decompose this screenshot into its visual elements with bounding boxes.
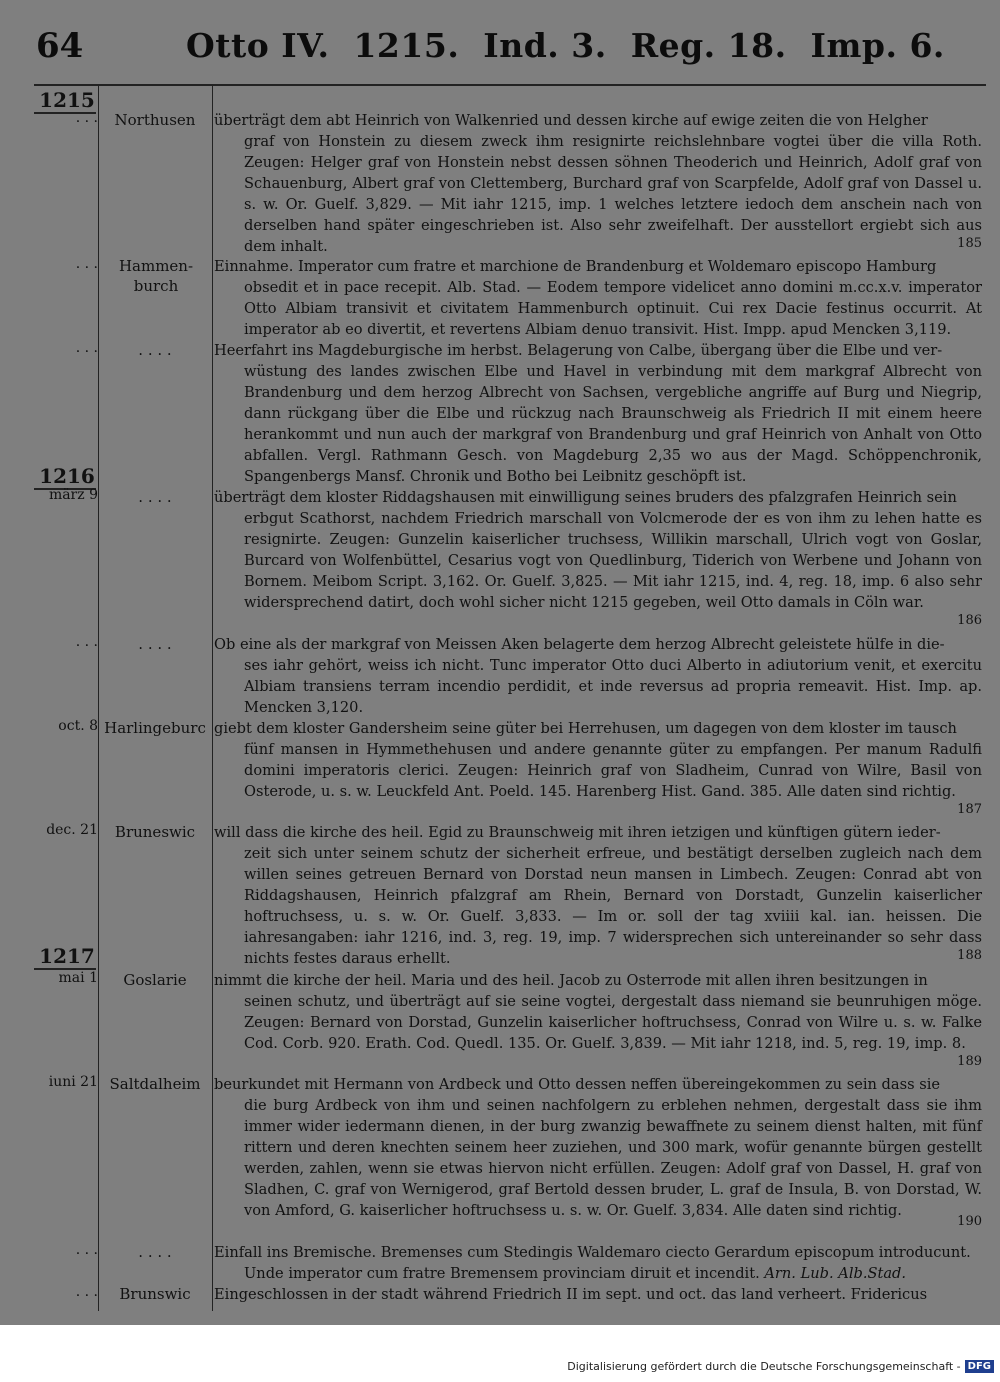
entry-date: dec. 21 bbox=[46, 822, 98, 838]
entry-text-first-line: will dass die kirche des heil. Egid zu Braunschweig mit ihren ietzigen und künftigen gütern ieder- bbox=[214, 824, 941, 841]
entry-text-body: graf von Honstein zu diesem zweck ihm resignirte reichslehnbare vogtei über die villa Roth. Zeugen: Helger graf von Honstein nebst dessen söhnen Theoderich und Heinrich, Adolf graf von Schauenburg, Albert graf von Clettemberg, Burchard graf von Scarpfelde, Adolf graf von Dassel u. s. w. Or. Guelf. 3,829. — Mit iahr 1215, imp. 1 welches letztere iedoch dem anschein nach von derselben hand später eingeschrieben ist. Also sehr zweifelhaft. Der ausstellort ergiebt sich aus dem inhalt. bbox=[244, 133, 982, 255]
entry-date: . . . bbox=[75, 110, 98, 126]
entry-text bbox=[214, 1074, 982, 1221]
entry-place: . . . . bbox=[138, 488, 172, 506]
entry-text bbox=[214, 110, 982, 257]
entry-text-first-line: Eingeschlossen in der stadt während Friedrich II im sept. und oct. das land verheert. Fridericus bbox=[214, 1286, 928, 1303]
dfg-logo: DFG bbox=[965, 1360, 994, 1373]
entry-place: Goslarie bbox=[123, 971, 187, 989]
entry-place: Brunswic bbox=[119, 1285, 191, 1303]
entry-text-body: ses iahr gehört, weiss ich nicht. Tunc imperator Otto duci Alberto in adiutorium venit, et exercitu Albiam transiens terram incendio perdidit, et inde reversus ad propria remeavit. Hist. Imp. ap. Mencken 3,120. bbox=[244, 657, 982, 716]
entry-text-body: zeit sich unter seinem schutz der sicherheit erfreue, und bestätigt derselben zugleich nach dem willen seines getreuen Bernard von Dorstad neun mansen in Limbech. Zeugen: Conrad abt von Riddagshausen, Heinrich pfalzgraf am Rhein, Bernard von Dorstadt, Gunzelin kaiserlicher hoftruchsess, u. s. w. Or. Guelf. 3,833. — Im or. soll der tag xviiii kal. ian. heissen. Die iahresangaben: iahr 1216, ind. 3, reg. 19, imp. 7 widersprechen sich untereinander so sehr dass nichts festes daraus erhellt. bbox=[244, 845, 982, 967]
entry-date: . . . bbox=[75, 634, 98, 650]
entry-place: . . . . bbox=[138, 635, 172, 653]
entry-date: . . . bbox=[75, 340, 98, 356]
entry-place: Saltdalheim bbox=[109, 1075, 201, 1093]
year-marker: 1215 bbox=[39, 88, 95, 112]
entry-text-first-line: überträgt dem abt Heinrich von Walkenried und dessen kirche auf ewige zeiten die von Helgher bbox=[214, 112, 928, 129]
page-header bbox=[0, 0, 1000, 80]
entry-text-body: fünf mansen in Hymmethehusen und andere genannte güter zu empfangen. Per manum Radulfi domini imperatoris clerici. Zeugen: Heinrich graf von Sladheim, Cunrad von Wilre, Basil von Osterode, u. s. w. Leuckfeld Ant. Poeld. 145. Harenberg Hist. Gand. 385. Alle daten sind richtig. bbox=[244, 741, 982, 800]
entry-text bbox=[214, 822, 982, 969]
entry-text bbox=[214, 970, 982, 1054]
entry-number: 186 bbox=[957, 613, 982, 628]
entry-place: . . . . bbox=[138, 1243, 172, 1261]
entry-text-body: Unde imperator cum fratre Bremensem provinciam diruit et incendit. bbox=[244, 1265, 760, 1282]
handwritten-annotation: Arn. Lub. Alb.Stad. bbox=[764, 1265, 907, 1282]
running-title: Otto IV. 1215. Ind. 3. Reg. 18. Imp. 6. bbox=[186, 26, 945, 65]
entry-date: oct. 8 bbox=[58, 718, 98, 734]
entry-text-first-line: Ob eine als der markgraf von Meissen Aken belagerte dem herzog Albrecht geleistete hülfe in die- bbox=[214, 636, 945, 653]
entry-place: Hammen-burch bbox=[118, 257, 194, 295]
entry-number: 188 bbox=[957, 948, 982, 963]
entry-number: 190 bbox=[957, 1214, 982, 1229]
entry-text-body: wüstung des landes zwischen Elbe und Havel in verbindung mit dem markgraf Albrecht von Brandenburg und dem herzog Albrecht von Sachsen, vergebliche angriffe auf Burg und Niegrip, dann rückgang über die Elbe und rückzug nach Braunschweig als Friedrich II mit einem heere herankommt und nun auch der markgraf von Brandenburg und graf Heinrich von Anhalt von Otto abfallen. Vergl. Rathmann Gesch. von Magdeburg 2,35 wo aus der Magd. Schöppenchronik, Spangenbergs Mansf. Chronik und Botho bei Leibnitz geschöpft ist. bbox=[244, 363, 982, 485]
entry-text bbox=[214, 634, 982, 718]
column-divider-date bbox=[98, 86, 99, 1311]
entry-text bbox=[214, 1284, 982, 1305]
entry-date: iuni 21 bbox=[48, 1074, 98, 1090]
entry-place: Northusen bbox=[114, 111, 196, 129]
entry-text-body: erbgut Scathorst, nachdem Friedrich marschall von Volcmerode der es von ihm zu lehen hatte es resignirte. Zeugen: Gunzelin kaiserlicher truchsess, Willikin marschall, Ulrich vogt von Goslar, Burcard von Wolfenbüttel, Cesarius vogt von Quedlinburg, Tiderich von Werbene und Johann von Bornem. Meibom Script. 3,162. Or. Guelf. 3,825. — Mit iahr 1215, ind. 4, reg. 18, imp. 6 also sehr widersprechend datirt, doch wohl sicher nicht 1215 gegeben, weil Otto damals in Cöln war. bbox=[244, 510, 982, 611]
entry-text-first-line: überträgt dem kloster Riddagshausen mit einwilligung seines bruders des pfalzgrafen Heinrich sein bbox=[214, 489, 957, 506]
entry-text-first-line: beurkundet mit Hermann von Ardbeck und Otto dessen neffen übereingekommen zu sein dass sie bbox=[214, 1076, 940, 1093]
entry-place: . . . . bbox=[138, 341, 172, 359]
entry-number: 185 bbox=[957, 236, 982, 251]
entry-place: Harlingeburc bbox=[104, 719, 206, 737]
entry-text-body: seinen schutz, und überträgt auf sie seine vogtei, dergestalt dass niemand sie beunruhigen möge. Zeugen: Bernard von Dorstad, Gunzelin kaiserlicher hoftruchsess, Conrad von Wilre u. s. w. Falke Cod. Corb. 920. Erath. Cod. Quedl. 135. Or. Guelf. 3,839. — Mit iahr 1218, ind. 5, reg. 19, imp. 8. bbox=[244, 993, 982, 1052]
entry-text-body: obsedit et in pace recepit. Alb. Stad. — Eodem tempore videlicet anno domini m.cc.x.v. imperator Otto Albiam transivit et civitatem Hammenburch optinuit. Cui rex Dacie festinus occurrit. At imperator ab eo divertit, et revertens Albiam denuo transivit. Hist. Impp. apud Mencken 3,119. bbox=[244, 279, 982, 338]
column-divider-place bbox=[212, 86, 213, 1311]
entry-text-first-line: Heerfahrt ins Magdeburgische im herbst. Belagerung von Calbe, übergang über die Elbe und ver- bbox=[214, 342, 943, 359]
credit-text: Digitalisierung gefördert durch die Deutsche Forschungsgemeinschaft - bbox=[567, 1360, 961, 1373]
year-marker: 1216 bbox=[39, 464, 95, 488]
year-marker: 1217 bbox=[39, 944, 95, 968]
entry-date: mai 1 bbox=[58, 970, 98, 986]
digitization-credit bbox=[567, 1360, 994, 1373]
entry-date: . . . bbox=[75, 1242, 98, 1258]
entry-date: märz 9 bbox=[48, 487, 98, 503]
entry-text-first-line: Einfall ins Bremische. Bremenses cum Stedingis Waldemaro ciecto Gerardum episcopum introducunt. bbox=[214, 1244, 971, 1261]
entry-text-first-line: Einnahme. Imperator cum fratre et marchione de Brandenburg et Woldemaro episcopo Hamburg bbox=[214, 258, 937, 275]
entry-text bbox=[214, 1242, 982, 1284]
entry-text bbox=[214, 256, 982, 340]
header-rule bbox=[34, 84, 986, 86]
entry-text-first-line: nimmt die kirche der heil. Maria und des heil. Jacob zu Osterrode mit allen ihren besitzungen in bbox=[214, 972, 928, 989]
entry-text-first-line: giebt dem kloster Gandersheim seine güter bei Herrehusen, um dagegen von dem kloster im tausch bbox=[214, 720, 957, 737]
entry-date: . . . bbox=[75, 256, 98, 272]
entry-text bbox=[214, 487, 982, 613]
entry-place: Bruneswic bbox=[114, 823, 196, 841]
entry-text bbox=[214, 718, 982, 802]
entry-text-body: die burg Ardbeck von ihm und seinen nachfolgern zu erblehen nehmen, dergestalt dass sie ihm immer wider iedermann dienen, in der burg zwanzig bewaffnete zu seinem dienst halten, mit fünf rittern und deren knechten seinem heer zuziehen, und 300 mark, wofür genannte bürgen gestellt werden, zahlen, wenn sie etwas hiervon nicht erfüllen. Zeugen: Adolf graf von Dassel, H. graf von Sladhen, C. graf von Wernigerod, graf Bertold dessen bruder, L. graf de Insula, B. von Dorstad, W. von Amford, G. kaiserlicher hoftruchsess u. s. w. Or. Guelf. 3,834. Alle daten sind richtig. bbox=[244, 1097, 982, 1219]
entry-number: 187 bbox=[957, 802, 982, 817]
entry-number: 189 bbox=[957, 1054, 982, 1069]
page-number: 64 bbox=[36, 26, 84, 66]
entry-text bbox=[214, 340, 982, 487]
entry-date: . . . bbox=[75, 1284, 98, 1300]
